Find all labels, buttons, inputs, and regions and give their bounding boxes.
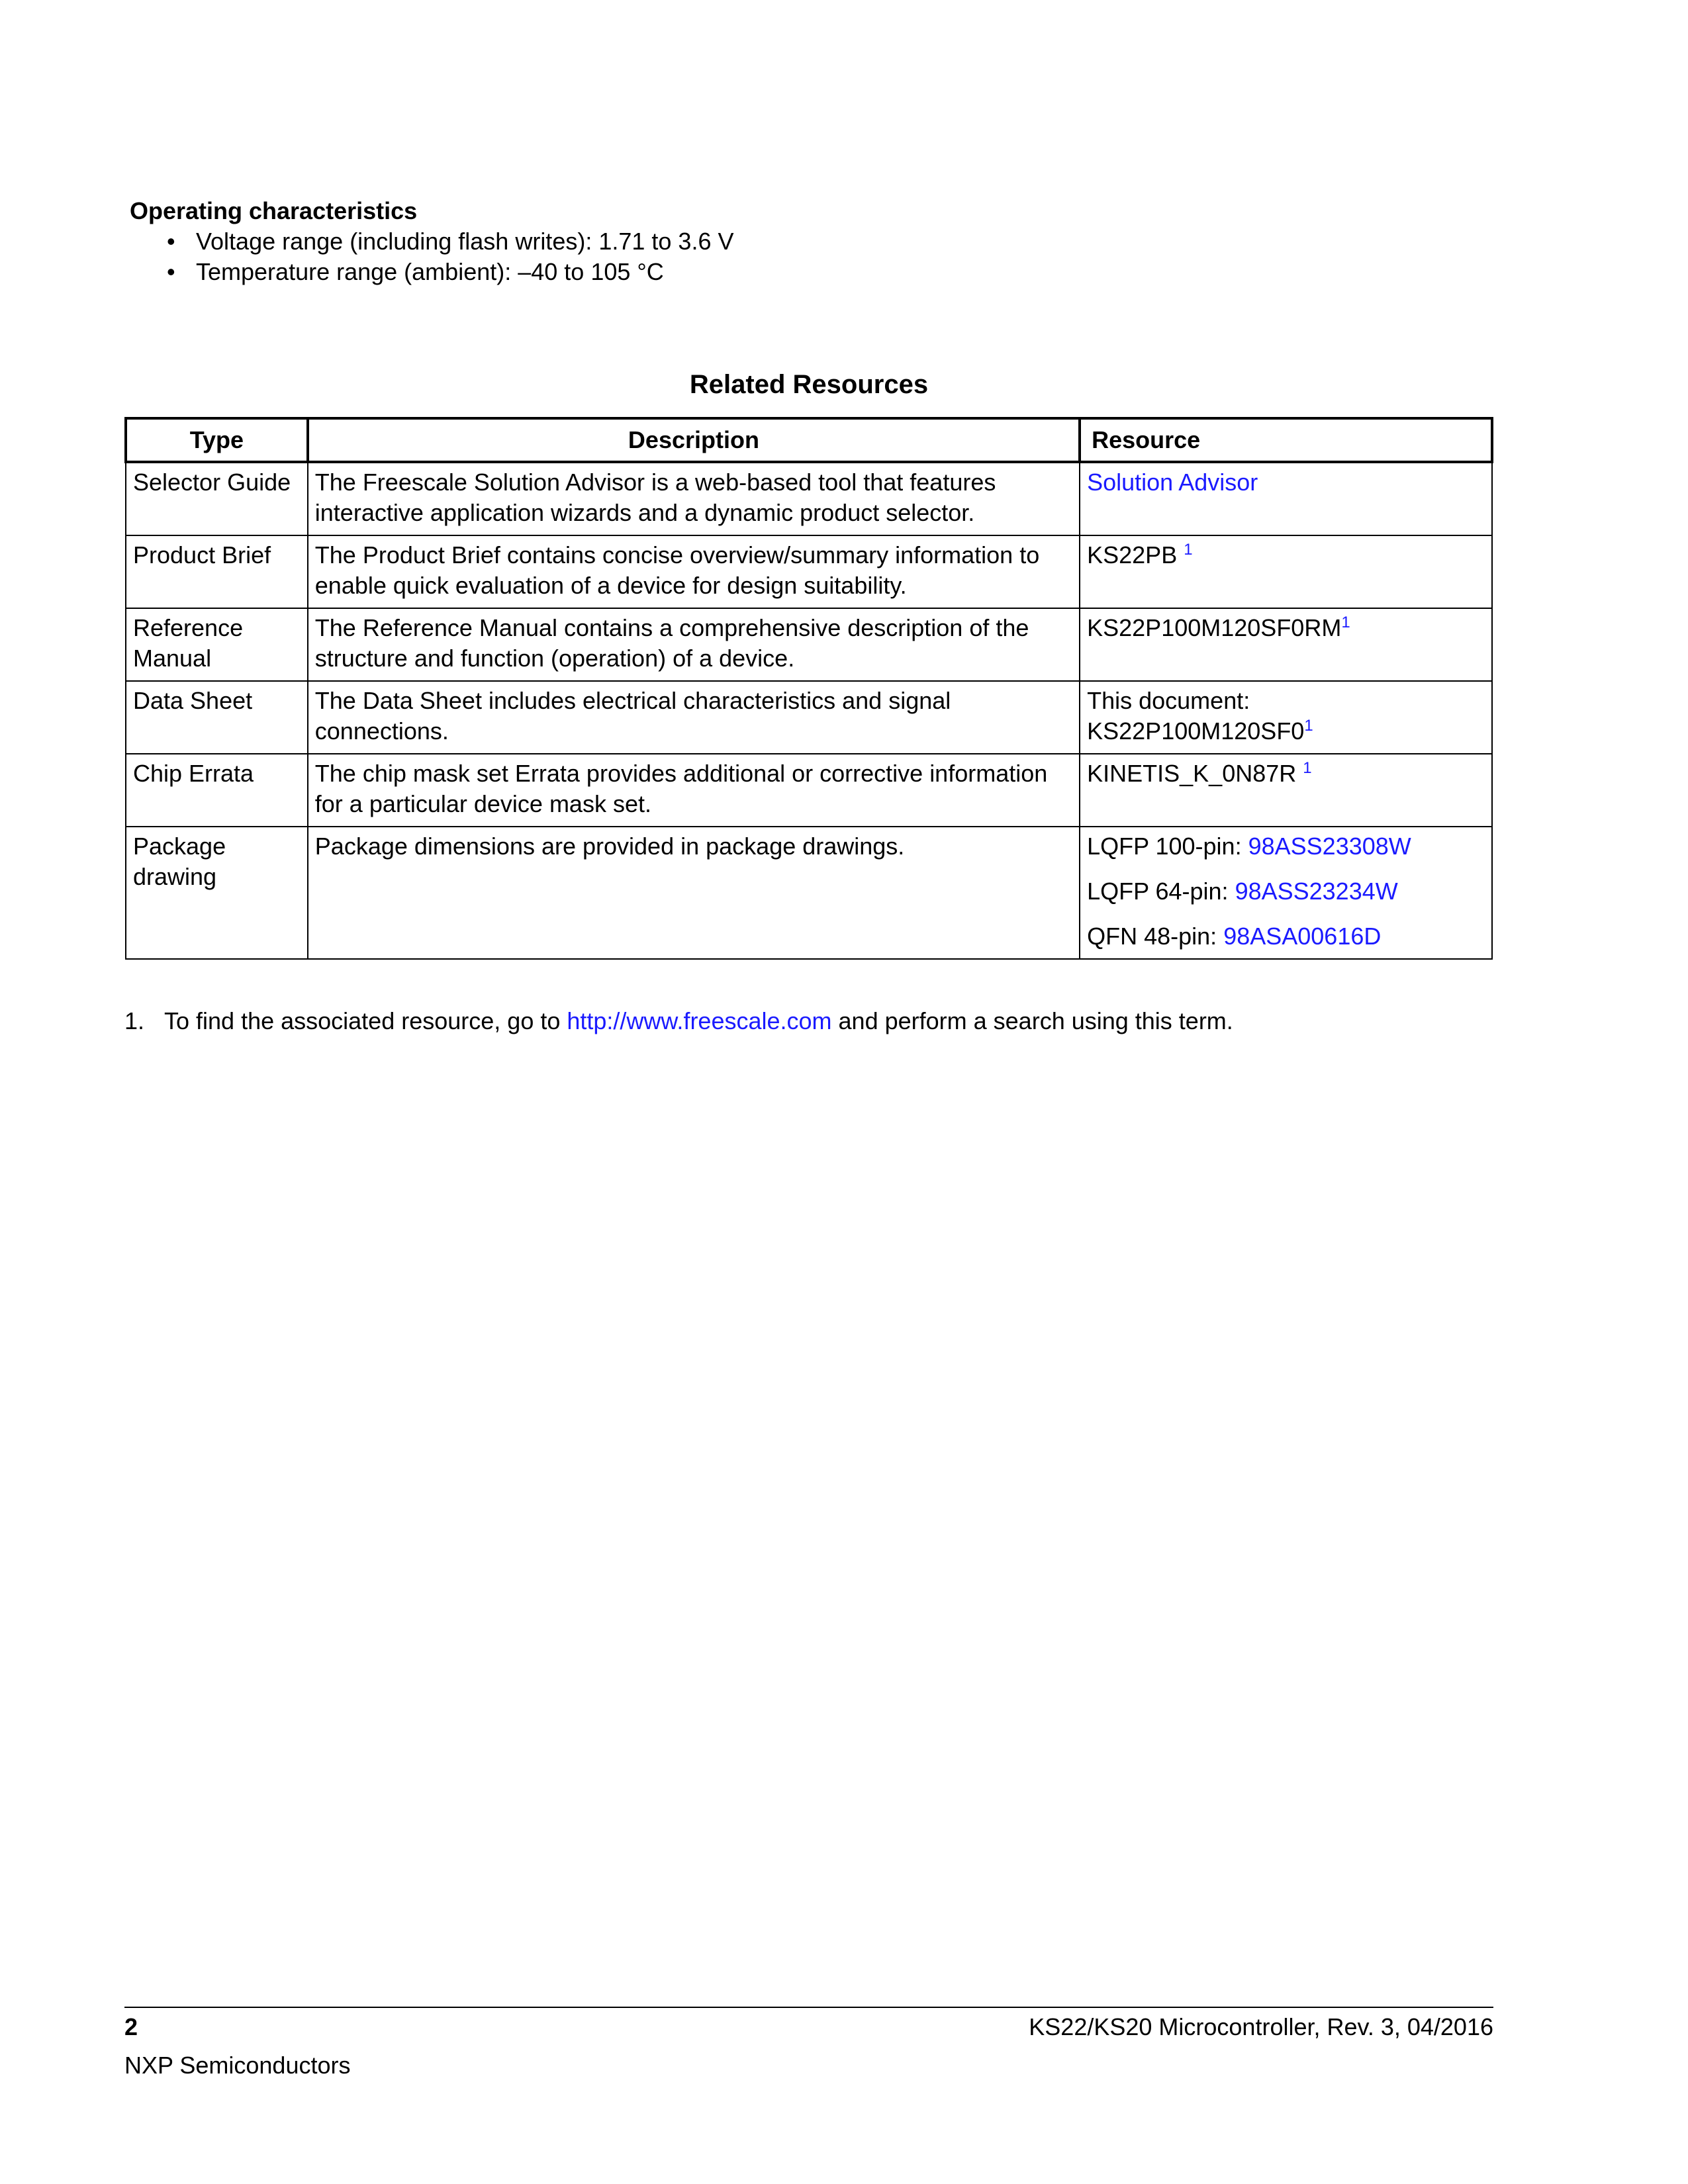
header-type: Type <box>126 418 308 462</box>
footnote-ref-link[interactable]: 1 <box>1341 614 1350 631</box>
header-description: Description <box>308 418 1080 462</box>
table-row <box>126 462 1492 535</box>
package-line <box>1087 921 1485 952</box>
freescale-url-link[interactable]: http://www.freescale.com <box>567 1007 832 1034</box>
cell-type: Data Sheet <box>126 681 308 754</box>
resource-text: This document: <box>1087 687 1250 714</box>
footer-divider <box>124 2007 1493 2008</box>
list-item <box>167 226 733 257</box>
cell-description: Package dimensions are provided in package drawings. <box>308 827 1080 959</box>
cell-type: Package drawing <box>126 827 308 959</box>
table-row <box>126 827 1492 959</box>
cell-resource <box>1080 754 1492 827</box>
footnote-ref-link[interactable]: 1 <box>1184 541 1193 559</box>
operating-characteristics-heading: Operating characteristics <box>130 197 418 224</box>
cell-resource <box>1080 608 1492 681</box>
cell-resource <box>1080 535 1492 608</box>
package-drawing-link[interactable]: 98ASA00616D <box>1223 923 1382 950</box>
temperature-range-text: Temperature range (ambient): –40 to 105 °C <box>196 258 664 285</box>
solution-advisor-link[interactable]: Solution Advisor <box>1087 469 1258 496</box>
related-resources-title: Related Resources <box>689 370 929 399</box>
resource-text: KS22P100M120SF0 <box>1087 717 1305 745</box>
package-label: QFN 48-pin: <box>1087 923 1224 950</box>
related-resources-table <box>124 417 1493 960</box>
package-line <box>1087 831 1485 862</box>
resource-text: KS22PB <box>1087 541 1184 569</box>
package-line <box>1087 876 1485 907</box>
footnote-ref-link[interactable]: 1 <box>1304 717 1313 735</box>
bullet-icon: • <box>167 258 175 285</box>
cell-type: Product Brief <box>126 535 308 608</box>
table-header-row <box>126 418 1492 462</box>
package-drawing-link[interactable]: 98ASS23234W <box>1235 878 1398 905</box>
cell-description: The Product Brief contains concise overview/summary information to enable quick evaluation of a device for design suitability. <box>308 535 1080 608</box>
cell-description: The Data Sheet includes electrical characteristics and signal connections. <box>308 681 1080 754</box>
bullet-icon: • <box>167 228 175 255</box>
company-name: NXP Semiconductors <box>124 2052 351 2079</box>
footnote-text-before: To find the associated resource, go to <box>164 1007 567 1034</box>
page-number: 2 <box>124 2013 138 2040</box>
header-resource: Resource <box>1080 418 1492 462</box>
resource-line <box>1087 716 1485 747</box>
cell-resource <box>1080 827 1492 959</box>
resource-text: KINETIS_K_0N87R <box>1087 760 1303 787</box>
table-row <box>126 535 1492 608</box>
table-row <box>126 681 1492 754</box>
cell-description: The Reference Manual contains a comprehensive description of the structure and function (operation) of a device. <box>308 608 1080 681</box>
footnote-number: 1. <box>124 1007 145 1034</box>
footnote-ref-link[interactable]: 1 <box>1303 759 1312 777</box>
footnote-text-after: and perform a search using this term. <box>831 1007 1233 1034</box>
operating-characteristics-list <box>167 226 733 287</box>
voltage-range-text: Voltage range (including flash writes): 1.71 to 3.6 V <box>196 228 734 255</box>
package-label: LQFP 100-pin: <box>1087 833 1248 860</box>
cell-description: The Freescale Solution Advisor is a web-based tool that features interactive application wizards and a dynamic product selector. <box>308 462 1080 535</box>
cell-type: Selector Guide <box>126 462 308 535</box>
cell-type: Reference Manual <box>126 608 308 681</box>
list-item <box>167 257 733 287</box>
table-footnote <box>124 1006 1233 1036</box>
cell-description: The chip mask set Errata provides additional or corrective information for a particular device mask set. <box>308 754 1080 827</box>
package-label: LQFP 64-pin: <box>1087 878 1235 905</box>
cell-resource <box>1080 681 1492 754</box>
table-row <box>126 608 1492 681</box>
resource-text: KS22P100M120SF0RM <box>1087 614 1342 641</box>
cell-type: Chip Errata <box>126 754 308 827</box>
table-row <box>126 754 1492 827</box>
document-title: KS22/KS20 Microcontroller, Rev. 3, 04/2016 <box>1029 2013 1493 2040</box>
package-drawing-link[interactable]: 98ASS23308W <box>1248 833 1411 860</box>
cell-resource <box>1080 462 1492 535</box>
